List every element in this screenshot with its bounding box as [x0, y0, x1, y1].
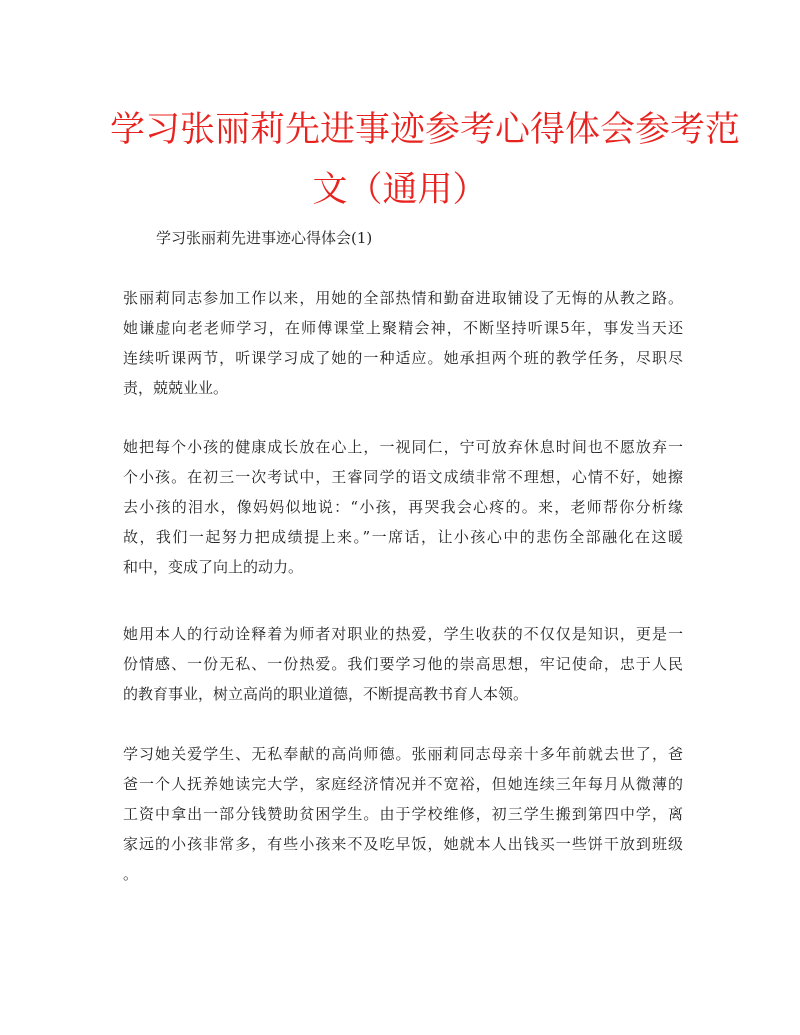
- paragraph-line: 学习她关爱学生、无私奉献的高尚师德。张丽莉同志母亲十多年前就去世了，爸: [123, 745, 683, 763]
- paragraph-line: 去小孩的泪水，像妈妈似地说：“小孩，再哭我会心疼的。来，老师帮你分析缘: [123, 498, 683, 516]
- paragraph-line: 份情感、一份无私、一份热爱。我们要学习他的崇高思想，牢记使命，忠于人民: [123, 655, 683, 673]
- document-subtitle: 学习张丽莉先进事迹心得体会(1): [156, 229, 373, 247]
- document-title-line-2: 文（通用）: [312, 170, 488, 210]
- document-title-line-1: 学习张丽莉先进事迹参考心得体会参考范: [110, 110, 741, 150]
- paragraph-line: 的教育事业，树立高尚的职业道德，不断提高教书育人本领。: [123, 685, 529, 703]
- paragraph-line: 工资中拿出一部分钱赞助贫困学生。由于学校维修，初三学生搬到第四中学，离: [123, 805, 683, 823]
- paragraph-2: [123, 432, 683, 582]
- paragraph-line: 家远的小孩非常多，有些小孩来不及吃早饭，她就本人出钱买一些饼干放到班级: [123, 835, 683, 853]
- paragraph-3: [123, 619, 683, 709]
- paragraph-line: 责，兢兢业业。: [123, 379, 229, 397]
- paragraph-line: 连续听课两节，听课学习成了她的一种适应。她承担两个班的教学任务，尽职尽: [123, 349, 683, 367]
- paragraph-line: 。: [123, 865, 139, 883]
- paragraph-line: 张丽莉同志参加工作以来，用她的全部热情和勤奋进取铺设了无悔的从教之路。: [123, 289, 683, 307]
- paragraph-line: 她谦虚向老老师学习，在师傅课堂上聚精会神，不断坚持听课5年，事发当天还: [123, 319, 683, 337]
- paragraph-line: 她把每个小孩的健康成长放在心上，一视同仁，宁可放弃休息时间也不愿放弃一: [123, 438, 683, 456]
- paragraph-1: [123, 283, 683, 403]
- paragraph-line: 故，我们一起努力把成绩提上来。”一席话，让小孩心中的悲伤全部融化在这暖: [123, 528, 683, 546]
- paragraph-line: 爸一个人抚养她读完大学，家庭经济情况并不宽裕，但她连续三年每月从微薄的: [123, 775, 683, 793]
- paragraph-line: 个小孩。在初三一次考试中，王睿同学的语文成绩非常不理想，心情不好，她擦: [123, 468, 683, 486]
- paragraph-line: 她用本人的行动诠释着为师者对职业的热爱，学生收获的不仅仅是知识，更是一: [123, 625, 683, 643]
- paragraph-line: 和中，变成了向上的动力。: [123, 558, 304, 576]
- paragraph-4: [123, 739, 683, 889]
